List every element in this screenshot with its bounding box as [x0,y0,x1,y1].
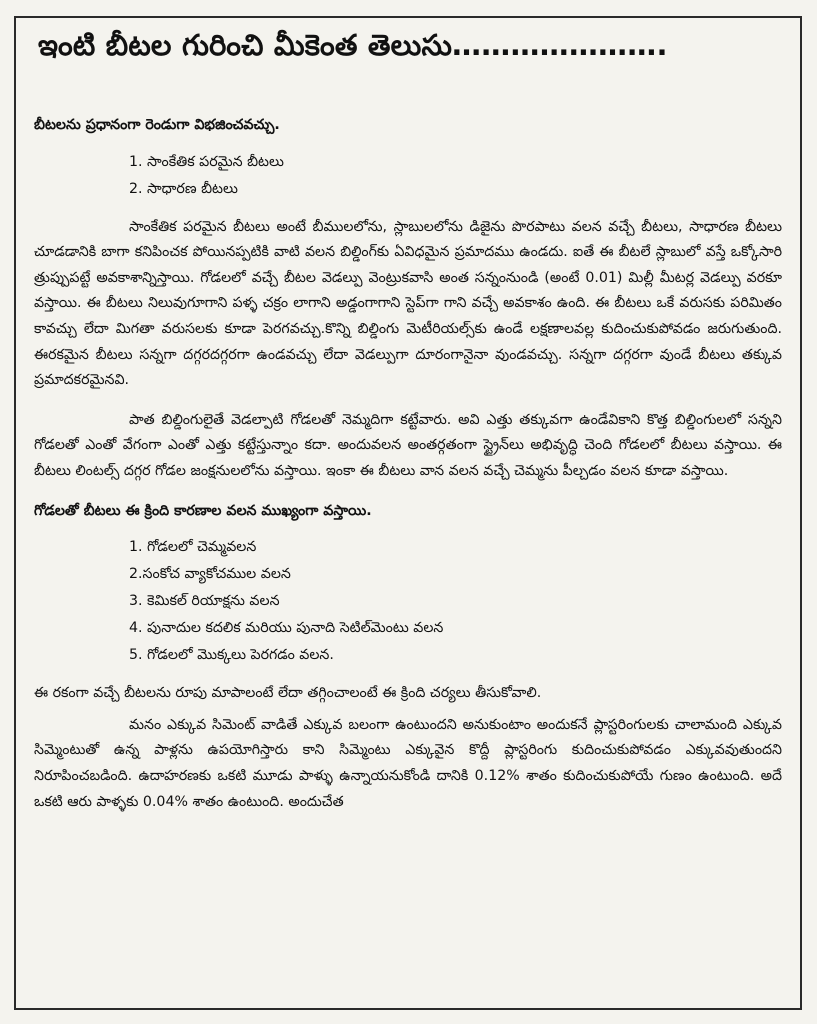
crack-types-list [129,149,782,203]
paragraph-1: సాంకేతిక పరమైన బీటలు అంటే బీములలోను, స్లాబులలోను డిజైను పొరపాటు వలన వచ్చే బీటలు, సాధారణ బీటలు చూడడానికి బాగా కనిపించక పోయినప్పటికి వాటి వలన బిల్డింగ్‌కు ఏవిధమైన ప్రమాదము ఉండదు. ఐతే ఈ బీటలే స్లాబులో వస్తే ఒక్కోసారి త్రుప్పుపట్టే అవకాశాన్నిస్తాయి. గోడలలో వచ్చే బీటల వెడల్పు వెంట్రుకవాసి అంత సన్నంనుండి (అంటే 0.01) మిల్లీ మీటర్ల వెడల్పు వరకూ వస్తాయి. ఈ బీటలు నిలువుగూగాని పళ్ళ చక్రం లాగాని అడ్డంగాగాని స్టెప్‌గా గాని వచ్చే అవకాశం ఉంది. ఈ బీటలు ఒకే వరుసకు పరిమితం కావచ్చు లేదా మిగతా వరుసలకు కూడా పెరగవచ్చు.కొన్ని బిల్డింగు మెటీరియల్స్‌కు ఉండే లక్షణాలవల్ల కుదించుకుపోవడం జరుగుతుంది. ఈరకమైన బీటలు సన్నగా దగ్గరదగ్గరగా ఉండవచ్చు లేదా వెడల్పుగా దూరంగానైనా వుండవచ్చు. సన్నగా దగ్గరగా వుండే బీటలు తక్కువ ప్రమాదకరమైనవి. [34,218,782,389]
list-item: 1. సాంకేతిక పరమైన బీటలు [129,153,284,170]
document-page [14,16,802,1010]
section2-heading: గోడలతో బీటలు ఈ క్రింది కారణాల వలన ముఖ్యంగా వస్తాయి. [34,502,372,519]
list-item: 2. సాధారణ బీటలు [129,180,238,197]
list-item: 5. గోడలలో మొక్కలు పెరగడం వలన. [129,647,334,664]
article-body [34,113,782,815]
paragraph-2: పాత బిల్డింగులైతే వెడల్పాటి గోడలతో నెమ్మదిగా కట్టేవారు. అవి ఎత్తు తక్కువగా ఉండేవికాని కొత్త బిల్డింగులలో సన్నని గోడలతో ఎంతో వేగంగా ఎంతో ఎత్తు కట్టేస్తున్నాం కదా. అందువలన అంతర్గతంగా స్ట్రైన్‌లు అభివృద్ధి చెంది గోడలలో బీటలు వస్తాయి. ఈ బీటలు లింటల్స్ దగ్గర గోడల జంక్షనులలోను వస్తాయి. ఇంకా ఈ బీటలు వాన వలన వచ్చే చెమ్మను పీల్చడం వలన కూడా వస్తాయి. [34,411,782,479]
section1-heading: బీటలను ప్రధానంగా రెండుగా విభజించవచ్చు. [34,117,280,133]
list-item: 1. గోడలలో చెమ్మవలన [129,539,257,556]
list-item: 4. పునాదుల కదలిక మరియు పునాది సెటిల్‌మెంటు వలన [129,620,444,637]
paragraph-3: ఈ రకంగా వచ్చే బీటలను రూపు మాపాలంటే లేదా తగ్గించాలంటే ఈ క్రింది చర్యలు తీసుకోవాలి. [34,685,542,702]
paragraph-4: మనం ఎక్కువ సిమెంట్ వాడితే ఎక్కువ బలంగా ఉంటుందని అనుకుంటాం అందుకనే ప్లాస్టరింగులకు చాలామంది ఎక్కువ సిమ్మెంటుతో ఉన్న పాళ్లను ఉపయోగిస్తారు కాని సిమ్మెంటు ఎక్కువైన కొద్దీ ప్లాస్టరింగు కుదించుకుపోవడం ఎక్కువవుతుందని నిరూపించబడింది. ఉదాహరణకు ఒకటి మూడు పాళ్ళు ఉన్నాయనుకోండి దానికి 0.12% శాతం కుదించుకుపోయే గుణం ఉంటుంది. అదే ఒకటి ఆరు పాళ్ళకు 0.04% శాతం ఉంటుంది. అందుచేత [34,716,782,810]
list-item: 2.సంకోచ వ్యాకోచముల వలన [129,566,291,583]
list-item: 3. కెమికల్ రియాక్షను వలన [129,593,280,610]
page-title: ఇంటి బీటల గురించి మీకెంత తెలుసు…………………. [38,28,668,62]
crack-causes-list [129,534,782,669]
